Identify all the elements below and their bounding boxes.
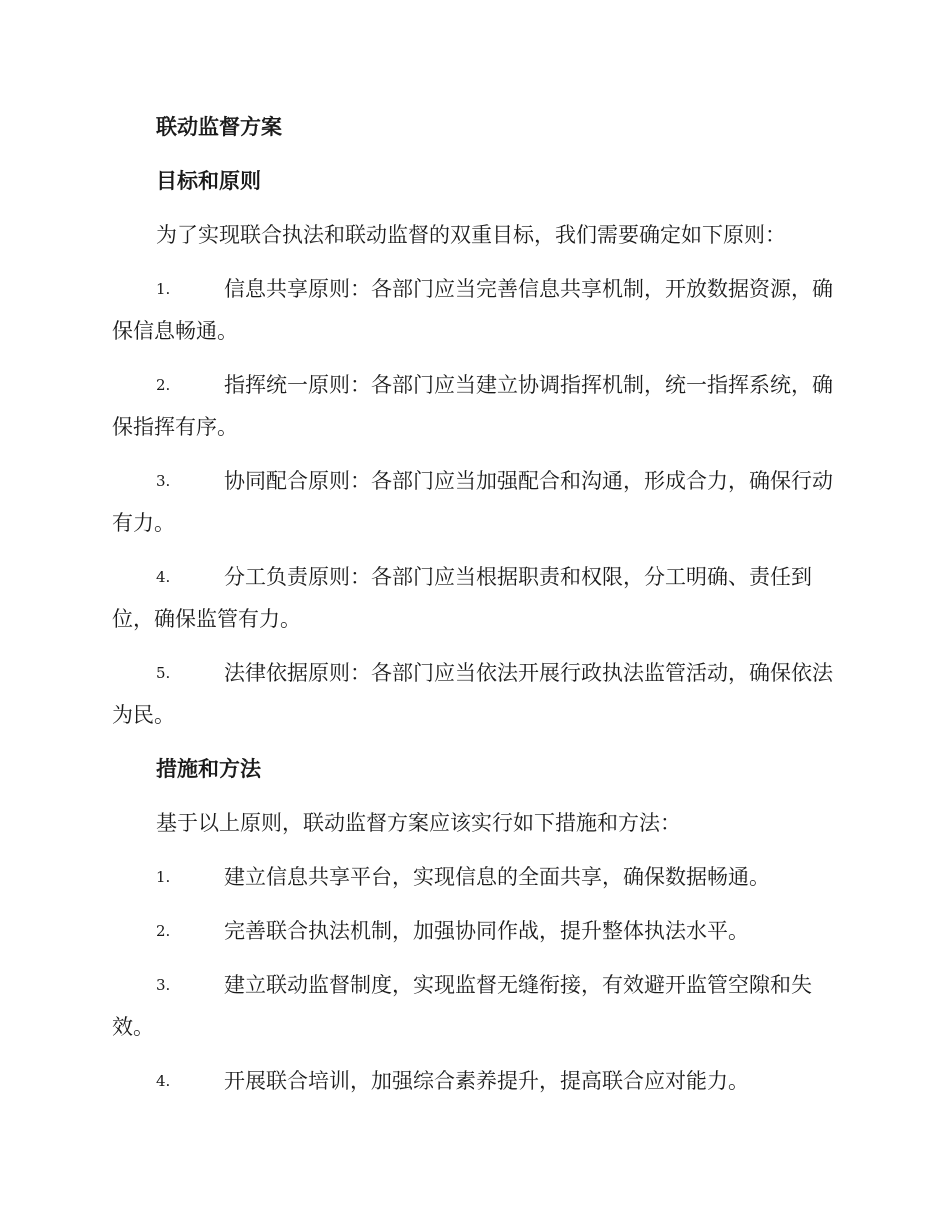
document-body <box>112 106 834 1114</box>
list-item-text: 建立信息共享平台，实现信息的全面共享，确保数据畅通。 <box>224 865 770 889</box>
document-title: 联动监督方案 <box>156 115 282 139</box>
list-number: 4. <box>156 568 171 586</box>
list-item <box>112 556 834 640</box>
list-item <box>112 364 834 448</box>
section-intro-goals: 为了实现联合执法和联动监督的双重目标，我们需要确定如下原则： <box>156 223 786 247</box>
list-number: 3. <box>156 472 171 490</box>
list-item-text: 法律依据原则：各部门应当依法开展行政执法监管活动，确保依法为民。 <box>112 661 833 727</box>
section-heading-measures: 措施和方法 <box>156 757 261 781</box>
section-intro-measures: 基于以上原则，联动监督方案应该实行如下措施和方法： <box>156 811 681 835</box>
list-item-text: 完善联合执法机制，加强协同作战，提升整体执法水平。 <box>224 919 749 943</box>
list-item-text: 分工负责原则：各部门应当根据职责和权限，分工明确、责任到位，确保监管有力。 <box>112 565 812 631</box>
list-number: 2. <box>156 376 171 394</box>
list-item <box>112 652 834 736</box>
list-item-text: 协同配合原则：各部门应当加强配合和沟通，形成合力，确保行动有力。 <box>112 469 833 535</box>
list-item-text: 信息共享原则：各部门应当完善信息共享机制，开放数据资源，确保信息畅通。 <box>112 277 833 343</box>
list-number: 5. <box>156 664 171 682</box>
list-item <box>112 910 834 952</box>
list-number: 3. <box>156 976 171 994</box>
list-number: 4. <box>156 1072 171 1090</box>
list-item <box>112 1060 834 1102</box>
list-item <box>112 268 834 352</box>
section-heading-goals: 目标和原则 <box>156 169 261 193</box>
list-item <box>112 460 834 544</box>
list-number: 2. <box>156 922 171 940</box>
list-number: 1. <box>156 868 171 886</box>
list-item-text: 建立联动监督制度，实现监督无缝衔接，有效避开监管空隙和失效。 <box>112 973 812 1039</box>
list-item <box>112 856 834 898</box>
list-item <box>112 964 834 1048</box>
list-number: 1. <box>156 280 171 298</box>
list-item-text: 指挥统一原则：各部门应当建立协调指挥机制，统一指挥系统，确保指挥有序。 <box>112 373 833 439</box>
list-item-text: 开展联合培训，加强综合素养提升，提高联合应对能力。 <box>224 1069 749 1093</box>
